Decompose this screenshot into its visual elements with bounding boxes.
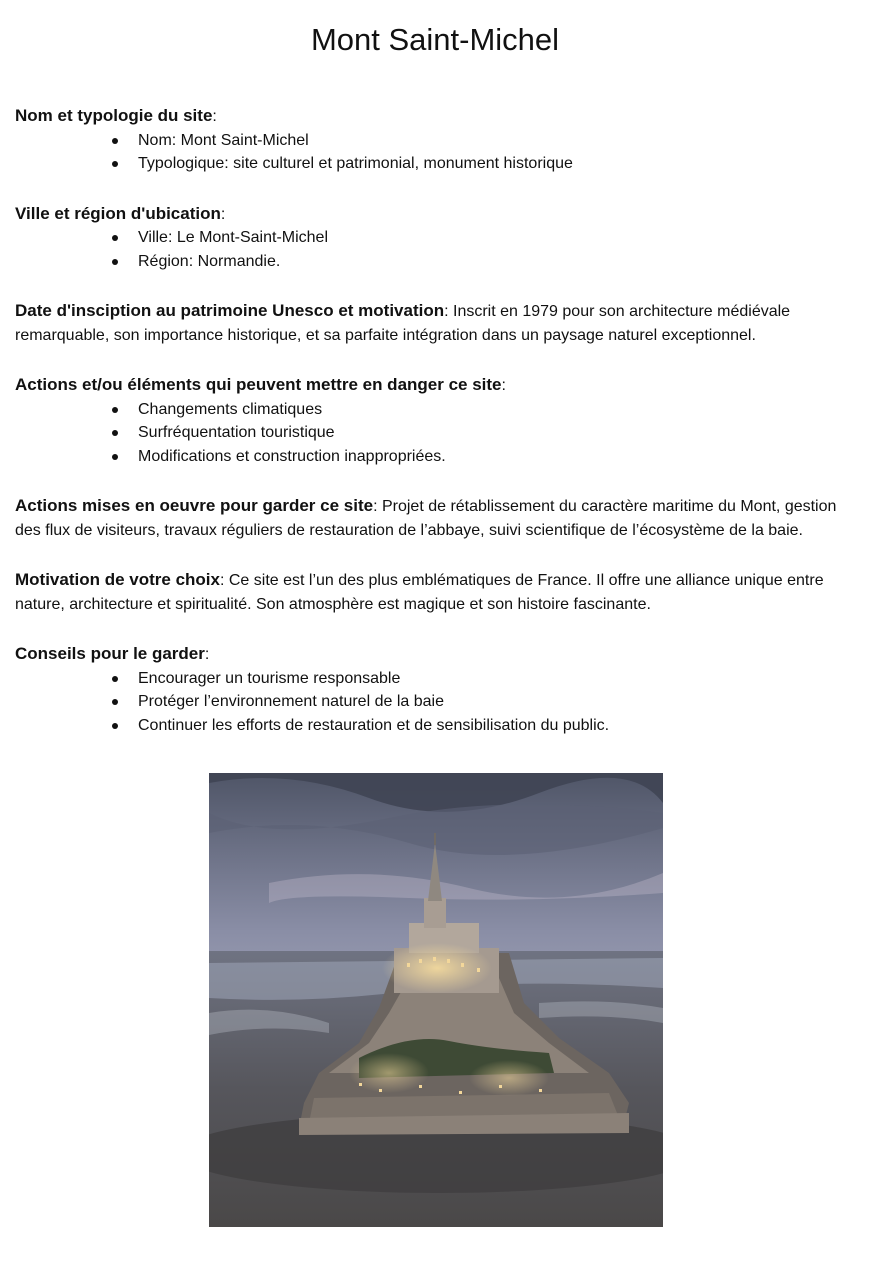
bullet-list (15, 398, 860, 469)
bullet-icon (112, 259, 118, 265)
section-actions: Actions mises en oeuvre pour garder ce site: Projet de rétablissement du caractère maritime du Mont, gestion des flux de visiteurs, travaux réguliers de restauration de l’abbaye, suivi scientifique de l’écosystème de la baie. (15, 496, 837, 539)
list-item: Continuer les efforts de restauration et de sensibilisation du public. (108, 714, 860, 738)
mont-saint-michel-photo (209, 773, 663, 1227)
section-heading: Ville et région d'ubication (15, 203, 221, 223)
bullet-icon (112, 723, 118, 729)
bullet-icon (112, 407, 118, 413)
section-heading: Actions mises en oeuvre pour garder ce site (15, 496, 374, 515)
bullet-list (15, 129, 860, 176)
section-motivation: Motivation de votre choix: Ce site est l’un des plus emblématiques de France. Il offre une alliance unique entre nature, architecture et spiritualité. Son atmosphère est magique et son histoire fascinante. (15, 570, 824, 613)
section-ville: Ville et région d'ubication: Ville: Le Mont-Saint-Michel Région: Normandie. (15, 202, 860, 274)
section-heading: Actions et/ou éléments qui peuvent mettre en danger ce site (15, 375, 502, 394)
list-item: Typologique: site culturel et patrimonial, monument historique (108, 152, 860, 176)
list-item: Encourager un tourisme responsable (108, 667, 860, 691)
bullet-icon (112, 235, 118, 241)
bullet-icon (112, 430, 118, 436)
page-title: Mont Saint-Michel (310, 22, 560, 57)
section-heading: Date d'insciption au patrimoine Unesco et motivation (15, 301, 445, 320)
section-date: Date d'insciption au patrimoine Unesco et motivation: Inscrit en 1979 pour son architecture médiévale remarquable, son importance historique, et sa parfaite intégration dans un paysage naturel exceptionnel. (15, 301, 791, 344)
bullet-icon (112, 454, 118, 460)
section-heading: Nom et typologie du site (15, 106, 213, 125)
document-body (15, 104, 860, 763)
section-heading: Conseils pour le garder (15, 644, 205, 663)
section-heading: Motivation de votre choix (15, 570, 220, 589)
list-item: Modifications et construction inappropriées. (108, 445, 860, 469)
section-nom: Nom et typologie du site: Nom: Mont Saint-Michel Typologique: site culturel et patrimonial, monument historique (15, 104, 860, 176)
bullet-icon (112, 676, 118, 682)
list-item: Changements climatiques (108, 398, 860, 422)
list-item: Surfréquentation touristique (108, 421, 860, 445)
list-item: Protéger l’environnement naturel de la baie (108, 690, 860, 714)
bullet-list (15, 226, 860, 273)
list-item: Ville: Le Mont-Saint-Michel (108, 226, 860, 250)
bullet-icon (112, 161, 118, 167)
section-danger: Actions et/ou éléments qui peuvent mettre en danger ce site: Changements climatiques Surfréquentation touristique Modifications et construction inappropriées. (15, 373, 860, 468)
list-item: Région: Normandie. (108, 250, 860, 274)
list-item: Nom: Mont Saint-Michel (108, 129, 860, 153)
section-conseils: Conseils pour le garder: Encourager un tourisme responsable Protéger l’environnement naturel de la baie Continuer les efforts de restauration et de sensibilisation du public. (15, 642, 860, 737)
bullet-icon (112, 699, 118, 705)
bullet-list (15, 667, 860, 738)
bullet-icon (112, 138, 118, 144)
